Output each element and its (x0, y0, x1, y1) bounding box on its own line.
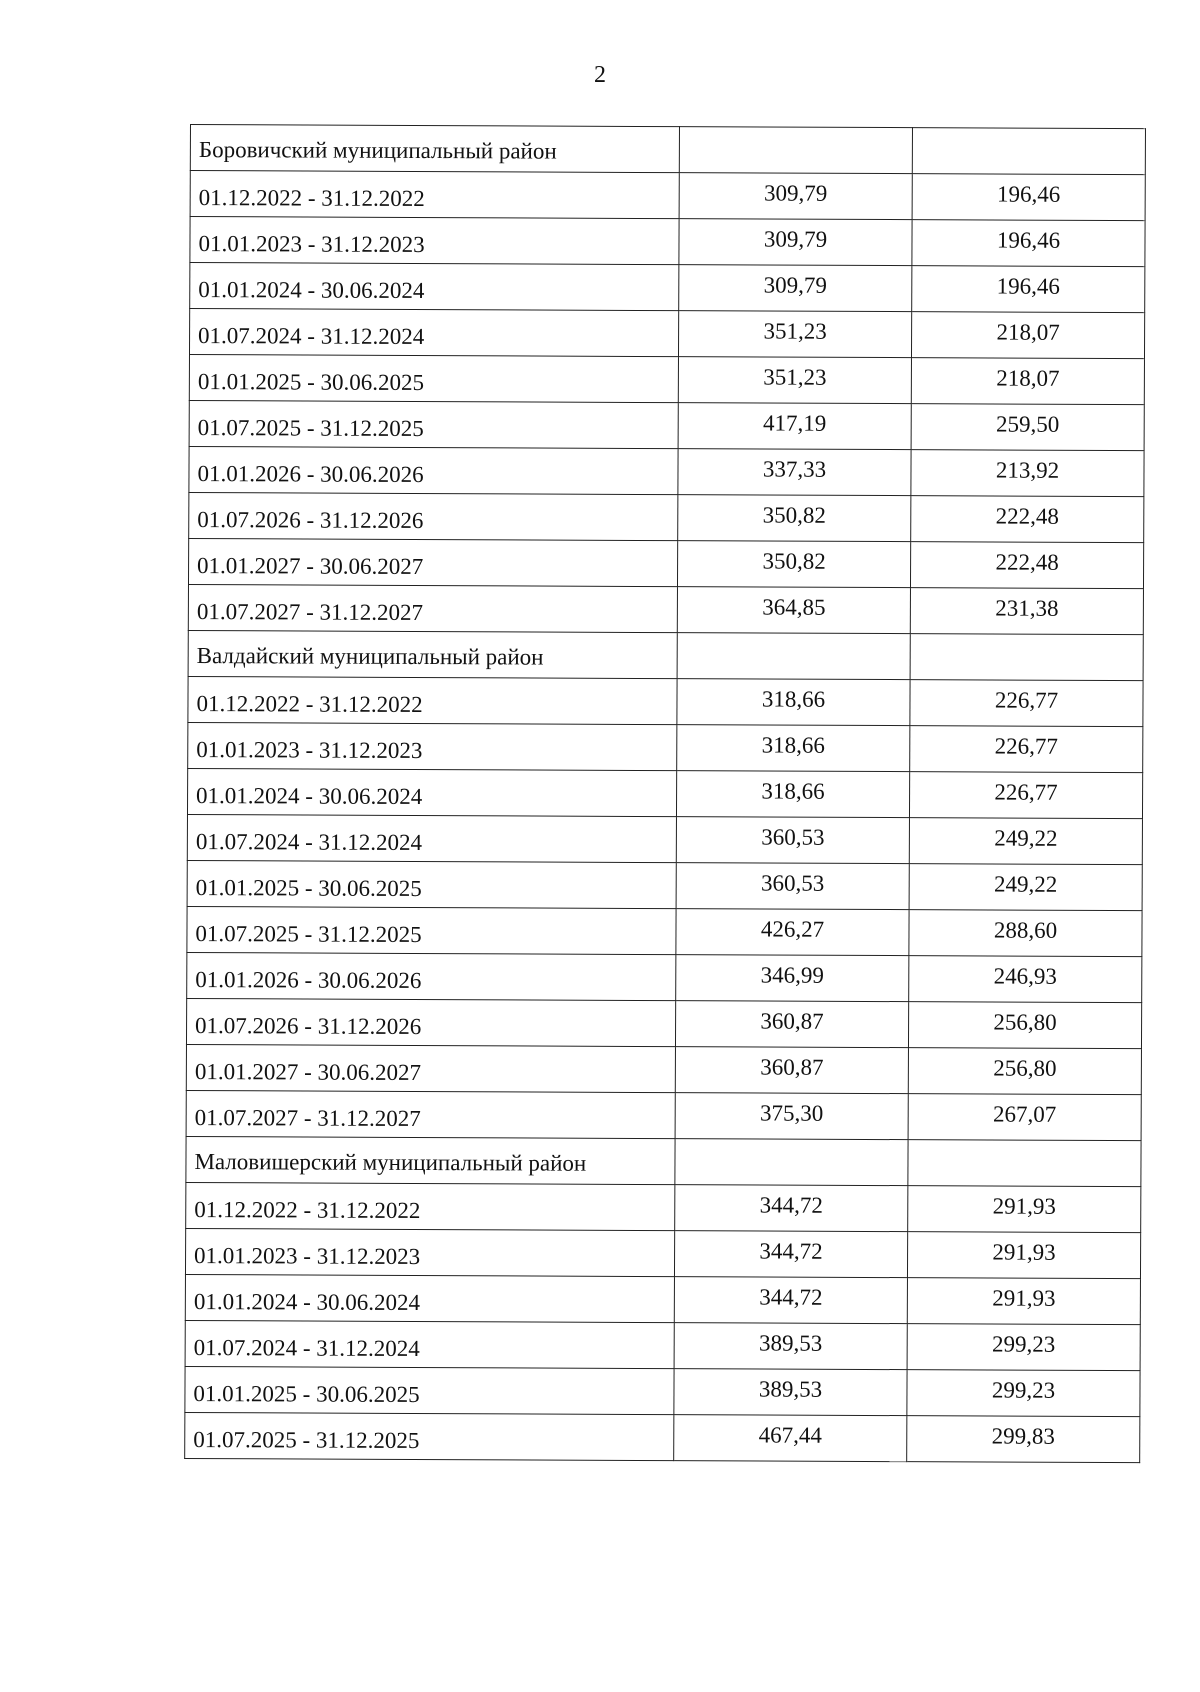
value-1-cell: 350,82 (678, 495, 911, 542)
table-row (188, 676, 1143, 726)
table-row (188, 538, 1143, 588)
period-cell: 01.01.2027 - 30.06.2027 (186, 1044, 675, 1092)
value-2-cell: 218,07 (911, 358, 1144, 405)
value-2-cell: 256,80 (908, 1048, 1141, 1095)
table-row (185, 1412, 1140, 1462)
table-row (190, 171, 1145, 221)
section-name: Маловишерский муниципальный район (186, 1136, 675, 1184)
value-1-cell: 364,85 (677, 587, 910, 634)
period-cell: 01.07.2025 - 31.12.2025 (187, 906, 676, 954)
value-2-cell: 246,93 (909, 956, 1142, 1003)
value-1-cell: 344,72 (675, 1185, 908, 1232)
page-number: 2 (594, 62, 606, 88)
table-row (186, 1090, 1141, 1140)
value-2-cell: 213,92 (911, 450, 1144, 497)
value-2-cell: 291,93 (908, 1186, 1141, 1233)
section-name: Боровичский муниципальный район (190, 125, 679, 173)
value-2-cell: 218,07 (911, 312, 1144, 359)
value-2-cell: 267,07 (908, 1094, 1141, 1141)
table-row (187, 814, 1142, 864)
table-row (189, 355, 1144, 405)
value-2-cell: 299,83 (907, 1416, 1140, 1463)
value-2-cell: 249,22 (909, 864, 1142, 911)
table-row (187, 768, 1142, 818)
value-1-cell: 337,33 (678, 449, 911, 496)
table-row (186, 1044, 1141, 1094)
value-2-cell: 299,23 (907, 1324, 1140, 1371)
table-row (187, 952, 1142, 1002)
period-cell: 01.07.2025 - 31.12.2025 (189, 400, 678, 448)
period-cell: 01.01.2027 - 30.06.2027 (188, 538, 677, 586)
section-empty-cell (912, 128, 1145, 175)
period-cell: 01.07.2027 - 31.12.2027 (186, 1090, 675, 1138)
value-1-cell: 346,99 (676, 955, 909, 1002)
period-cell: 01.01.2023 - 31.12.2023 (188, 722, 677, 770)
table-row (189, 400, 1144, 450)
period-cell: 01.01.2024 - 30.06.2024 (185, 1274, 674, 1322)
period-cell: 01.07.2024 - 31.12.2024 (187, 814, 676, 862)
value-1-cell: 351,23 (678, 311, 911, 358)
section-empty-cell (908, 1140, 1141, 1187)
value-2-cell: 256,80 (908, 1002, 1141, 1049)
value-2-cell: 226,77 (909, 772, 1142, 819)
period-cell: 01.07.2027 - 31.12.2027 (188, 584, 677, 632)
value-1-cell: 417,19 (678, 403, 911, 450)
period-cell: 01.12.2022 - 31.12.2022 (188, 676, 677, 724)
value-1-cell: 318,66 (677, 725, 910, 772)
tariff-table-body (185, 125, 1146, 1463)
period-cell: 01.07.2026 - 31.12.2026 (189, 492, 678, 540)
value-2-cell: 222,48 (910, 542, 1143, 589)
value-1-cell: 351,23 (678, 357, 911, 404)
value-2-cell: 249,22 (909, 818, 1142, 865)
table-row (186, 1182, 1141, 1232)
table-row (185, 1320, 1140, 1370)
table-row (189, 446, 1144, 496)
table-row (189, 309, 1144, 359)
section-empty-cell (677, 633, 910, 680)
value-1-cell: 309,79 (679, 265, 912, 312)
value-1-cell: 389,53 (674, 1369, 907, 1416)
section-name: Валдайский муниципальный район (188, 630, 677, 678)
section-empty-cell (675, 1139, 908, 1186)
table-row (185, 1274, 1140, 1324)
value-1-cell: 389,53 (674, 1323, 907, 1370)
value-2-cell: 222,48 (911, 496, 1144, 543)
table-row (185, 1366, 1140, 1416)
period-cell: 01.07.2024 - 31.12.2024 (189, 309, 678, 357)
period-cell: 01.12.2022 - 31.12.2022 (186, 1182, 675, 1230)
period-cell: 01.01.2024 - 30.06.2024 (187, 768, 676, 816)
period-cell: 01.01.2026 - 30.06.2026 (187, 952, 676, 1000)
period-cell: 01.07.2026 - 31.12.2026 (186, 998, 675, 1046)
table-row (188, 584, 1143, 634)
value-1-cell: 309,79 (679, 173, 912, 220)
table-row (188, 722, 1143, 772)
table-row (187, 860, 1142, 910)
period-cell: 01.07.2025 - 31.12.2025 (185, 1412, 674, 1460)
value-1-cell: 350,82 (677, 541, 910, 588)
table-row (190, 217, 1145, 267)
value-2-cell: 226,77 (910, 726, 1143, 773)
value-2-cell: 288,60 (909, 910, 1142, 957)
period-cell: 01.01.2025 - 30.06.2025 (187, 860, 676, 908)
value-1-cell: 360,53 (676, 817, 909, 864)
section-header-row (186, 1136, 1141, 1186)
section-empty-cell (679, 127, 912, 174)
period-cell: 01.01.2025 - 30.06.2025 (189, 355, 678, 403)
value-1-cell: 309,79 (679, 219, 912, 266)
value-2-cell: 196,46 (912, 266, 1145, 313)
value-1-cell: 467,44 (674, 1415, 907, 1462)
value-1-cell: 318,66 (676, 771, 909, 818)
value-2-cell: 196,46 (912, 220, 1145, 267)
value-1-cell: 344,72 (674, 1231, 907, 1278)
table-row (185, 1228, 1140, 1278)
value-2-cell: 299,23 (907, 1370, 1140, 1417)
value-1-cell: 375,30 (675, 1093, 908, 1140)
period-cell: 01.01.2025 - 30.06.2025 (185, 1366, 674, 1414)
value-2-cell: 231,38 (910, 588, 1143, 635)
value-1-cell: 360,53 (676, 863, 909, 910)
value-1-cell: 318,66 (677, 679, 910, 726)
table-row (186, 998, 1141, 1048)
value-2-cell: 226,77 (910, 680, 1143, 727)
tariff-table (184, 124, 1146, 1463)
value-1-cell: 344,72 (674, 1277, 907, 1324)
period-cell: 01.01.2024 - 30.06.2024 (190, 263, 679, 311)
section-empty-cell (910, 634, 1143, 681)
value-1-cell: 360,87 (675, 1047, 908, 1094)
period-cell: 01.01.2026 - 30.06.2026 (189, 446, 678, 494)
period-cell: 01.12.2022 - 31.12.2022 (190, 171, 679, 219)
period-cell: 01.07.2024 - 31.12.2024 (185, 1320, 674, 1368)
value-2-cell: 196,46 (912, 174, 1145, 221)
value-2-cell: 291,93 (907, 1232, 1140, 1279)
value-1-cell: 360,87 (675, 1001, 908, 1048)
section-header-row (188, 630, 1143, 680)
table-row (187, 906, 1142, 956)
period-cell: 01.01.2023 - 31.12.2023 (190, 217, 679, 265)
value-1-cell: 426,27 (676, 909, 909, 956)
section-header-row (190, 125, 1145, 175)
value-2-cell: 259,50 (911, 404, 1144, 451)
table-row (189, 492, 1144, 542)
table-row (190, 263, 1145, 313)
value-2-cell: 291,93 (907, 1278, 1140, 1325)
period-cell: 01.01.2023 - 31.12.2023 (185, 1228, 674, 1276)
